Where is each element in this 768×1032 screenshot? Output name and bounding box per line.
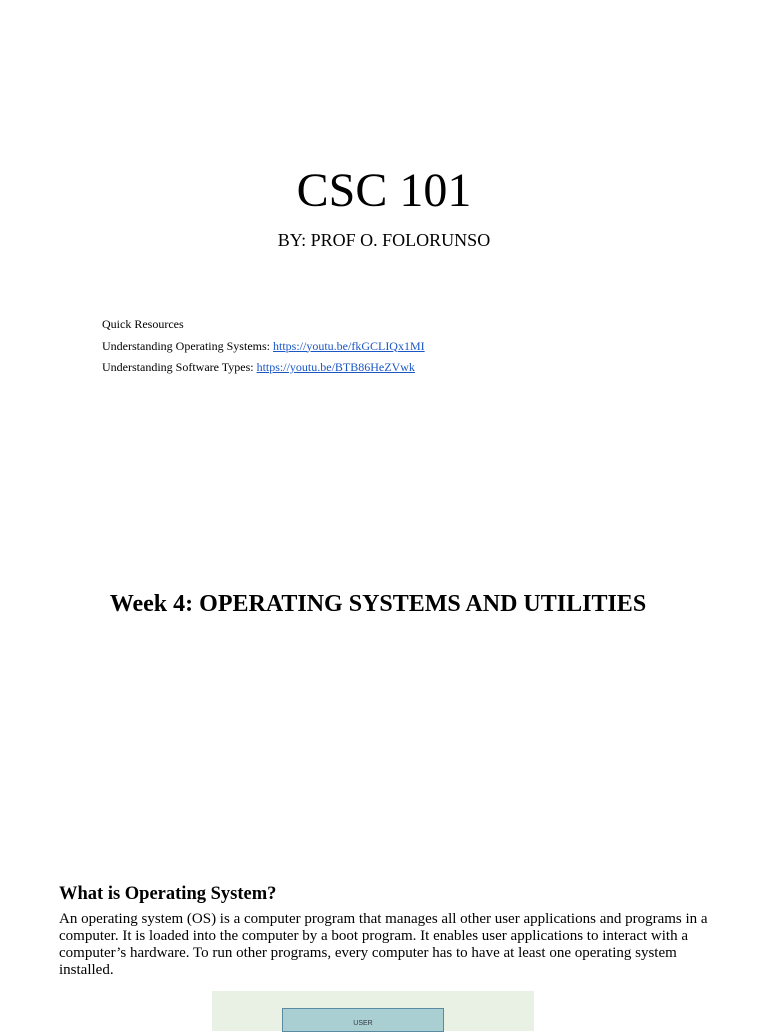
section-body: An operating system (OS) is a computer program that manages all other user applications and programs in a computer. It is loaded into the computer by a boot program. It enables user applications to interact with a computer’s hardware. To run other programs, every computer has to have at least one operating system installed. (59, 911, 708, 978)
course-author: BY: PROF O. FOLORUNSO (277, 230, 491, 250)
week-title: Week 4: OPERATING SYSTEMS AND UTILITIES (109, 591, 647, 617)
section-heading: What is Operating System? (59, 884, 277, 904)
resource-label: Understanding Operating Systems: (102, 338, 273, 353)
resources-heading: Quick Resources (102, 317, 184, 331)
course-title: CSC 101 (296, 164, 472, 217)
resource-item-software-types (102, 357, 425, 379)
resource-link-operating-systems[interactable]: https://youtu.be/fkGCLIQx1MI (272, 338, 425, 353)
os-layers-diagram (212, 991, 534, 1031)
diagram-user-layer: USER (282, 1008, 444, 1032)
resource-link-software-types[interactable]: https://youtu.be/BTB86HeZVwk (256, 360, 415, 374)
quick-resources (102, 314, 425, 379)
resource-label: Understanding Software Types: (102, 360, 257, 374)
resource-item-operating-systems (102, 336, 425, 358)
